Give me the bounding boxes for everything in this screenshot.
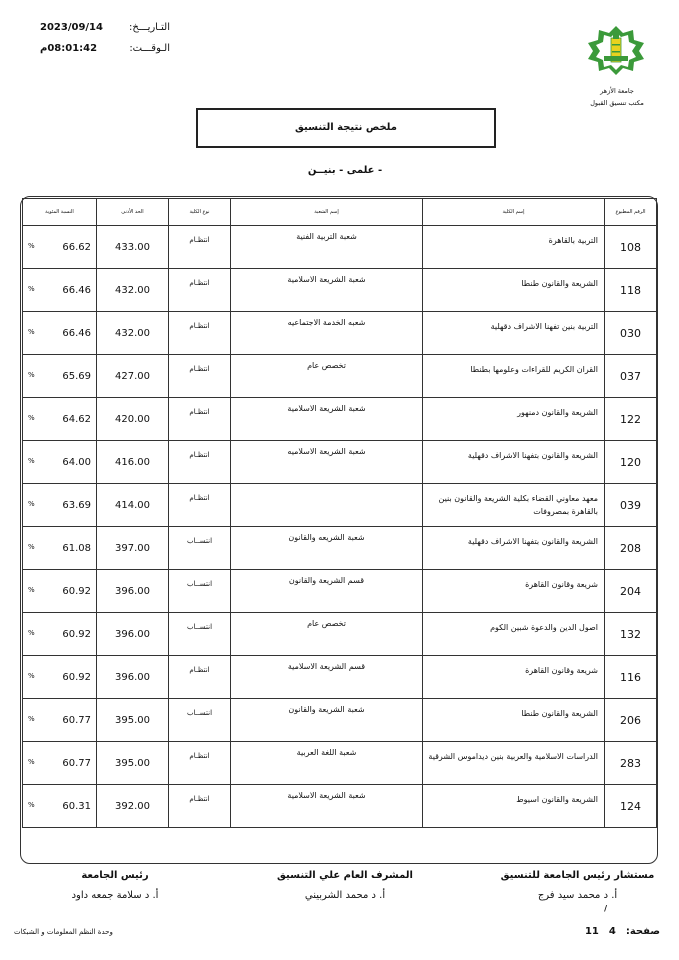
cell-min-score: 396.00	[97, 613, 169, 656]
cell-code: 116	[605, 656, 657, 699]
table-header-row	[23, 199, 657, 226]
cell-division: شعبة الشريعه والقانون	[231, 527, 423, 570]
cell-division: شعبة الشريعة الاسلامية	[231, 269, 423, 312]
percent-symbol: %	[28, 241, 35, 250]
cell-percent	[23, 656, 97, 699]
sig3-name: أ. د سلامة جمعه داود	[71, 890, 159, 901]
cell-faculty: معهد معاوني القضاء بكلية الشريعة والقانون بنين بالقاهرة بمصروفات	[423, 484, 605, 527]
cell-division: قسم الشريعة والقانون	[231, 570, 423, 613]
cell-code: 118	[605, 269, 657, 312]
percent-symbol: %	[28, 284, 35, 293]
table-row	[23, 269, 657, 312]
cell-code: 122	[605, 398, 657, 441]
report-subtitle: - علمى - بنيــن	[307, 165, 383, 176]
office-name: مكتب تنسيق القبول	[590, 99, 644, 107]
col-header-faculty: إسم الكلية	[423, 199, 605, 226]
university-name-block	[580, 85, 654, 109]
percent-value: 66.46	[62, 327, 91, 339]
table-row	[23, 355, 657, 398]
page-total: 11	[584, 926, 599, 937]
cell-type: انتظـام	[169, 785, 231, 828]
results-table	[22, 198, 657, 828]
cell-percent	[23, 398, 97, 441]
percent-symbol: %	[28, 456, 35, 465]
cell-code: 206	[605, 699, 657, 742]
cell-percent	[23, 312, 97, 355]
percent-value: 60.92	[62, 628, 91, 640]
percent-value: 60.92	[62, 585, 91, 597]
page-current: 4	[608, 926, 616, 937]
cell-type: انتظـام	[169, 441, 231, 484]
cell-division: شعبة الشريعة الاسلامية	[231, 785, 423, 828]
cell-division: شعبة اللغة العربية	[231, 742, 423, 785]
cell-min-score: 395.00	[97, 699, 169, 742]
percent-symbol: %	[28, 628, 35, 637]
page-label: صفحة:	[625, 926, 660, 937]
cell-type: انتســاب	[169, 613, 231, 656]
percent-value: 60.77	[62, 714, 91, 726]
cell-code: 030	[605, 312, 657, 355]
cell-faculty: الشريعة والقانون اسيوط	[423, 785, 605, 828]
col-header-division: إسم الشعبة	[231, 199, 423, 226]
cell-faculty: الشريعة والقانون بتفهنا الاشراف دقهلية	[423, 441, 605, 484]
sig1-name: أ. د محمد سيد فرج	[537, 890, 618, 901]
cell-percent	[23, 699, 97, 742]
cell-percent	[23, 613, 97, 656]
cell-code: 037	[605, 355, 657, 398]
unit-name: وحدة النظم المعلومات و الشبكات	[14, 928, 113, 936]
percent-value: 60.92	[62, 671, 91, 683]
table-row	[23, 656, 657, 699]
cell-type: انتظـام	[169, 269, 231, 312]
time-value: 08:01:42م	[40, 43, 98, 54]
page-number	[540, 926, 660, 937]
cell-percent	[23, 226, 97, 269]
table-row	[23, 398, 657, 441]
col-header-percent: النسبة المئوية	[23, 199, 97, 226]
table-row	[23, 785, 657, 828]
cell-faculty: القران الكريم للقراءات وعلومها بطنطا	[423, 355, 605, 398]
signature-coordination-advisor	[500, 870, 655, 913]
sig2-title: المشرف العام علي التنسيق	[277, 870, 413, 881]
cell-type: انتســاب	[169, 570, 231, 613]
date-label: التـاريـــخ:	[128, 22, 170, 33]
percent-symbol: %	[28, 671, 35, 680]
university-name: جامعة الأزهر	[600, 87, 634, 95]
date-value: 2023/09/14	[40, 22, 103, 33]
cell-percent	[23, 785, 97, 828]
cell-code: 283	[605, 742, 657, 785]
percent-value: 64.00	[62, 456, 91, 468]
cell-division: قسم الشريعة الاسلامية	[231, 656, 423, 699]
cell-faculty: شريعة وقانون القاهرة	[423, 570, 605, 613]
percent-symbol: %	[28, 757, 35, 766]
table-row	[23, 570, 657, 613]
cell-min-score: 427.00	[97, 355, 169, 398]
table-row	[23, 699, 657, 742]
sig2-name: أ. د محمد الشربيني	[304, 890, 386, 901]
cell-code: 204	[605, 570, 657, 613]
percent-value: 63.69	[62, 499, 91, 511]
cell-faculty: شريعة وقانون القاهرة	[423, 656, 605, 699]
cell-min-score: 432.00	[97, 312, 169, 355]
cell-min-score: 416.00	[97, 441, 169, 484]
cell-faculty: التربية بالقاهرة	[423, 226, 605, 269]
sig1-mark: /	[604, 904, 607, 913]
percent-symbol: %	[28, 327, 35, 336]
cell-percent	[23, 355, 97, 398]
cell-division: شعبة الشريعة الاسلاميه	[231, 441, 423, 484]
cell-code: 124	[605, 785, 657, 828]
table-row	[23, 613, 657, 656]
table-row	[23, 441, 657, 484]
cell-percent	[23, 527, 97, 570]
cell-min-score: 395.00	[97, 742, 169, 785]
cell-type: انتظـام	[169, 742, 231, 785]
cell-percent	[23, 269, 97, 312]
report-title: ملخص نتيجة التنسيق	[196, 108, 496, 148]
cell-percent	[23, 742, 97, 785]
cell-faculty: الشريعة والقانون بتفهنا الاشراف دقهلية	[423, 527, 605, 570]
col-header-type: نوع الكلية	[169, 199, 231, 226]
cell-min-score: 397.00	[97, 527, 169, 570]
cell-faculty: الشريعة والقانون طنطا	[423, 269, 605, 312]
cell-faculty: الدراسات الاسلامية والعربية بنين ديداموس الشرقية	[423, 742, 605, 785]
cell-type: انتظـام	[169, 398, 231, 441]
cell-min-score: 432.00	[97, 269, 169, 312]
cell-code: 039	[605, 484, 657, 527]
cell-type: انتظـام	[169, 656, 231, 699]
signature-president	[45, 870, 185, 901]
table-row	[23, 742, 657, 785]
cell-code: 120	[605, 441, 657, 484]
cell-type: انتســاب	[169, 699, 231, 742]
cell-min-score: 396.00	[97, 656, 169, 699]
cell-faculty: الشريعة والقانون دمنهور	[423, 398, 605, 441]
percent-value: 60.31	[62, 800, 91, 812]
sig1-title: مستشار رئيس الجامعة للتنسيق	[500, 870, 655, 881]
cell-faculty: التربية بنين تفهنا الاشراف دقهلية	[423, 312, 605, 355]
sig3-title: رئيس الجامعة	[81, 870, 149, 881]
cell-division: شعبة الشريعة والقانون	[231, 699, 423, 742]
percent-symbol: %	[28, 542, 35, 551]
percent-symbol: %	[28, 499, 35, 508]
date-time-block	[40, 22, 170, 64]
percent-symbol: %	[28, 413, 35, 422]
cell-code: 208	[605, 527, 657, 570]
cell-type: انتســاب	[169, 527, 231, 570]
table-row	[23, 484, 657, 527]
percent-symbol: %	[28, 714, 35, 723]
cell-code: 108	[605, 226, 657, 269]
cell-division: تخصص عام	[231, 355, 423, 398]
cell-faculty: اصول الدين والدعوة شبين الكوم	[423, 613, 605, 656]
percent-value: 66.62	[62, 241, 91, 253]
percent-value: 61.08	[62, 542, 91, 554]
cell-division	[231, 484, 423, 527]
percent-value: 60.77	[62, 757, 91, 769]
cell-percent	[23, 570, 97, 613]
cell-faculty: الشريعة والقانون طنطا	[423, 699, 605, 742]
col-header-min: الحد الأدنى	[97, 199, 169, 226]
cell-min-score: 433.00	[97, 226, 169, 269]
cell-min-score: 414.00	[97, 484, 169, 527]
cell-min-score: 392.00	[97, 785, 169, 828]
cell-division: شعبة التربية الفنية	[231, 226, 423, 269]
cell-division: شعبه الخدمة الاجتماعيه	[231, 312, 423, 355]
cell-division: شعبة الشريعة الاسلامية	[231, 398, 423, 441]
cell-min-score: 420.00	[97, 398, 169, 441]
cell-percent	[23, 441, 97, 484]
cell-code: 132	[605, 613, 657, 656]
cell-division: تخصص عام	[231, 613, 423, 656]
percent-value: 65.69	[62, 370, 91, 382]
cell-percent	[23, 484, 97, 527]
percent-symbol: %	[28, 800, 35, 809]
cell-type: انتظـام	[169, 226, 231, 269]
cell-type: انتظـام	[169, 355, 231, 398]
col-header-code: الرقم المطبوع	[605, 199, 657, 226]
table-row	[23, 312, 657, 355]
cell-min-score: 396.00	[97, 570, 169, 613]
table-row	[23, 226, 657, 269]
time-label: الـوقـــت:	[129, 43, 170, 54]
percent-value: 66.46	[62, 284, 91, 296]
table-row	[23, 527, 657, 570]
percent-symbol: %	[28, 370, 35, 379]
percent-value: 64.62	[62, 413, 91, 425]
signature-general-supervisor	[265, 870, 425, 901]
cell-type: انتظـام	[169, 312, 231, 355]
table-body	[23, 226, 657, 828]
cell-type: انتظـام	[169, 484, 231, 527]
al-azhar-logo	[582, 24, 650, 76]
percent-symbol: %	[28, 585, 35, 594]
